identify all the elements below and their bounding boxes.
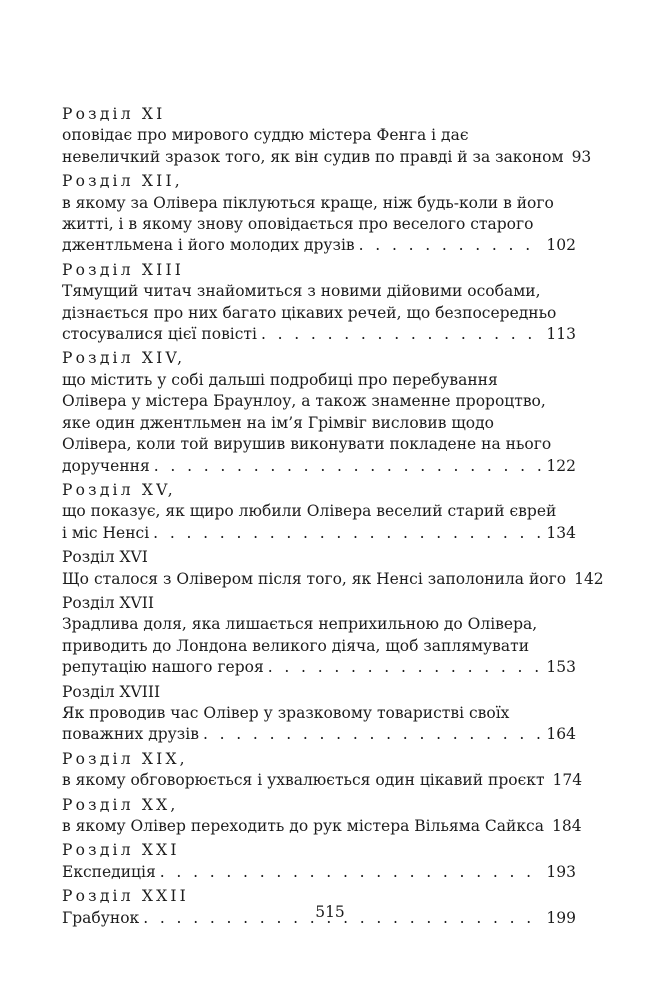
chapter-heading: Розділ XV,: [62, 480, 176, 499]
dot-leader: [160, 862, 543, 883]
chapter-page-number: 102: [546, 236, 576, 255]
chapter-description-line: яке один джентльмен на ім’я Грімвіг висловив щодо: [62, 413, 495, 432]
chapter-page-number: 122: [546, 456, 576, 475]
toc-entry: [62, 104, 592, 168]
chapter-heading: Розділ XI: [62, 105, 166, 123]
chapter-description-last-line: [62, 456, 576, 477]
chapter-description-line: Олівера у містера Браунлоу, а також знаменне пророцтво,: [62, 392, 546, 411]
chapter-description-line: в якому за Олівера піклуються краще, ніж будь-коли в його: [62, 193, 554, 212]
chapter-page-number: 184: [551, 817, 582, 835]
chapter-description-last-line: [62, 816, 582, 837]
dot-leader: [154, 456, 543, 477]
chapter-page-number: 193: [546, 862, 576, 881]
chapter-description-line: Зрадлива доля, яка лишається неприхильною до Олівера,: [62, 615, 538, 634]
chapter-description-line: приводить до Лондона великого діяча, щоб заплямувати: [62, 636, 530, 655]
chapter-description-last-line: [62, 235, 576, 256]
chapter-heading: Розділ XVIII: [62, 682, 161, 701]
chapter-heading: Розділ XIX,: [62, 749, 188, 768]
dot-leader: [268, 657, 543, 678]
table-of-contents: [62, 104, 604, 932]
chapter-description-text: Грабунок: [62, 908, 140, 927]
chapter-description-text: і міс Ненсі: [62, 523, 150, 542]
chapter-description-line: Тямущий читач знайомиться з новими дійовими особами,: [62, 282, 541, 301]
chapter-description-line: Як проводив час Олівер у зразковому товаристві своїх: [62, 703, 510, 722]
chapter-page-number: 164: [546, 725, 576, 744]
chapter-heading: Розділ XVI: [62, 548, 148, 567]
chapter-heading: Розділ XXII: [62, 887, 190, 906]
chapter-page-number: 153: [546, 658, 576, 677]
chapter-description-last-line: [62, 569, 604, 590]
page-number: 515: [315, 903, 345, 921]
chapter-page-number: 199: [546, 908, 576, 927]
chapter-description-text: доручення: [62, 456, 150, 475]
toc-entry: [62, 547, 604, 590]
chapter-description-line: що містить у собі дальші подробиці про перебування: [62, 370, 498, 389]
dot-leader: [359, 235, 543, 256]
chapter-description-last-line: [62, 523, 576, 544]
chapter-heading: Розділ XVII: [62, 593, 154, 612]
toc-entry: [62, 593, 576, 679]
chapter-description-text: в якому обговорюється і ухвалюється один цікавий проєкт: [62, 771, 545, 790]
chapter-description-last-line: [62, 770, 583, 791]
toc-entry: [62, 795, 582, 838]
dot-leader: [153, 523, 542, 544]
toc-entry: [62, 171, 576, 257]
dot-leader: [203, 724, 542, 745]
chapter-description-text: в якому Олівер переходить до рук містера Вільяма Сайкса: [62, 817, 544, 835]
chapter-heading: Розділ XX,: [62, 795, 179, 814]
chapter-heading: Розділ XIV,: [62, 349, 186, 368]
toc-entry: [62, 682, 576, 746]
chapter-page-number: 174: [552, 771, 583, 790]
toc-entry: [62, 840, 576, 883]
chapter-description-line: оповідає про мирового суддю містера Фенга і дає: [62, 126, 469, 145]
chapter-heading: Розділ XIII: [62, 260, 185, 279]
chapter-description-line: житті, і в якому знову оповідається про веселого старого: [62, 215, 534, 234]
chapter-description-text: Експедиція: [62, 862, 156, 881]
toc-entry: [62, 260, 576, 346]
chapter-description-text: Що сталося з Олівером після того, як Ненсі заполонила його: [62, 569, 567, 588]
toc-entry: [62, 749, 583, 792]
chapter-description-last-line: [62, 657, 576, 678]
chapter-description-text: невеличкий зразок того, як він судив по правді й за законом: [62, 147, 564, 166]
toc-entry: [62, 480, 576, 544]
chapter-description-last-line: [62, 147, 592, 168]
chapter-description-last-line: [62, 724, 576, 745]
chapter-heading: Розділ XII,: [62, 172, 183, 191]
chapter-description-last-line: [62, 324, 576, 345]
toc-entry: [62, 348, 576, 476]
chapter-page-number: 142: [574, 569, 604, 588]
chapter-description-text: поважних друзів: [62, 725, 199, 744]
chapter-description-line: Олівера, коли той вирушив виконувати покладене на нього: [62, 435, 552, 454]
chapter-description-line: що показує, як щиро любили Олівера веселий старий єврей: [62, 502, 557, 521]
chapter-page-number: 93: [571, 147, 592, 166]
chapter-description-last-line: [62, 862, 576, 883]
dot-leader: [261, 324, 542, 345]
chapter-heading: Розділ XXI: [62, 841, 180, 860]
chapter-page-number: 113: [546, 325, 576, 344]
chapter-description-text: репутацію нашого героя: [62, 658, 264, 677]
chapter-page-number: 134: [546, 523, 576, 542]
chapter-description-text: джентльмена і його молодих друзів: [62, 236, 355, 255]
chapter-description-line: дізнається про них багато цікавих речей, що безпосередньо: [62, 303, 557, 322]
chapter-description-text: стосувалися цієї повісті: [62, 325, 257, 344]
